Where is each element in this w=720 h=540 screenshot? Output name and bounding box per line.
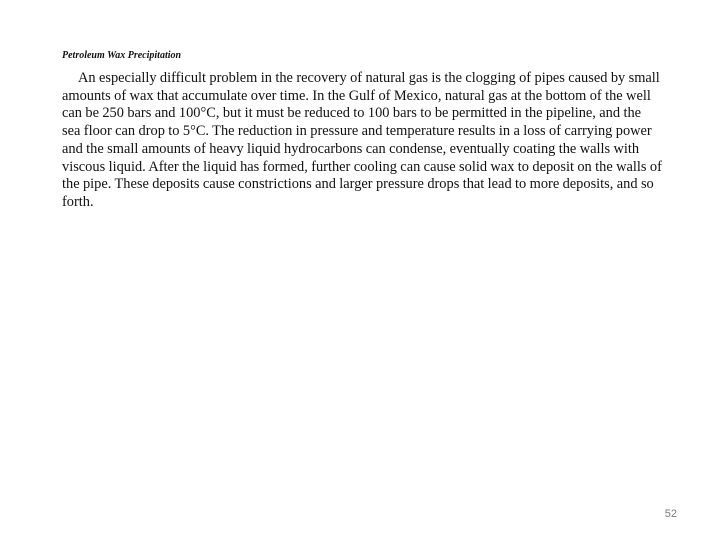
section-title: Petroleum Wax Precipitation bbox=[62, 50, 182, 61]
page-number: 52 bbox=[664, 508, 677, 520]
body-paragraph: An especially difficult problem in the recovery of natural gas is the clogging of pipes caused by small amounts of wax that accumulate over time. In the Gulf of Mexico, natural gas at the bottom of the well can be 250 bars and 100°C, but it must be reduced to 100 bars to be permitted in the pipeline, and the sea floor can drop to 5°C. The reduction in pressure and temperature results in a loss of carrying power and the small amounts of heavy liquid hydrocarbons can condense, eventually coating the walls with viscous liquid. After the liquid has formed, further cooling can cause solid wax to deposit on the walls of the pipe. These deposits cause constrictions and larger pressure drops that lead to more deposits, and so forth. bbox=[62, 70, 662, 210]
